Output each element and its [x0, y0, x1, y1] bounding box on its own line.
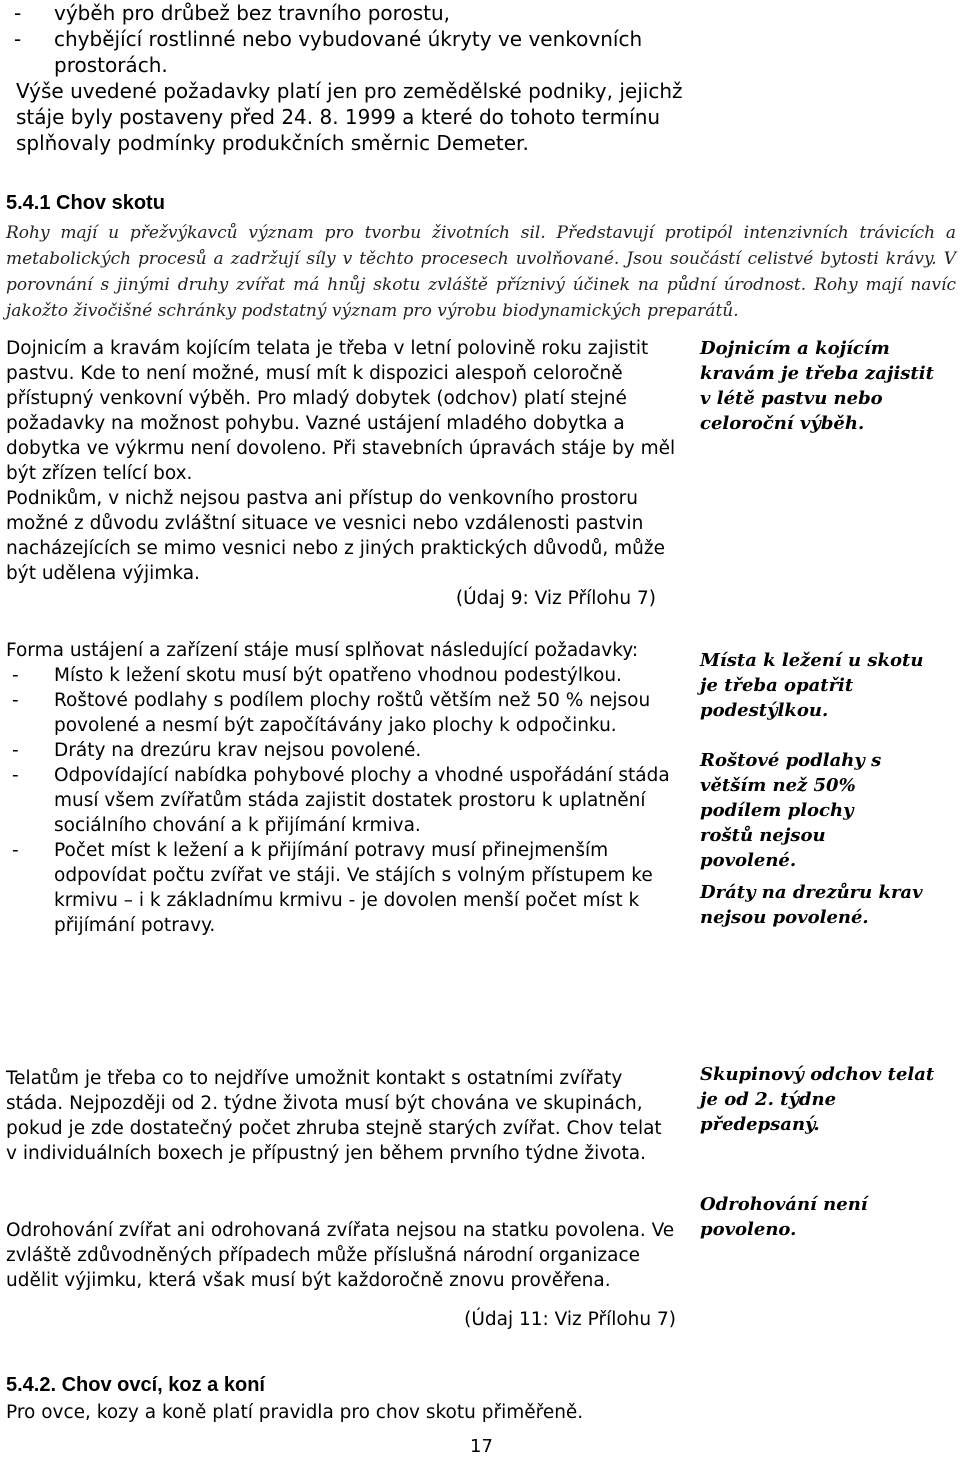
reference: (Údaj 11: Viz Přílohu 7): [464, 1309, 676, 1330]
list-item: - chybějící rostlinné nebo vybudované úkryty ve venkovních prostorách.: [14, 27, 643, 77]
paragraph: Pro ovce, kozy a koně platí pravidla pro chov skotu přiměřeně.: [6, 1402, 584, 1423]
section-heading: 5.4.2. Chov ovcí, koz a koní: [6, 1374, 265, 1396]
page-number: 17: [470, 1436, 493, 1457]
margin-note: Dojnicím a kojícím kravám je třeba zajistit v létě pastvu nebo celoroční výběh.: [700, 338, 934, 434]
list-item: - Roštové podlahy s podílem plochy roštů větším než 50 % nejsou povolené a nesmí být započítávány jako plochy k odpočinku.: [12, 690, 651, 736]
reference: (Údaj 9: Viz Přílohu 7): [455, 588, 656, 609]
list-item: - Dráty na drezúru krav nejsou povolené.: [12, 740, 422, 761]
paragraph: Telatům je třeba co to nejdříve umožnit kontakt s ostatními zvířaty stáda. Nejpozději od 2. týdne života musí být chována ve skupinách, pokud je zde dostatečný počet zhruba stejně starých zvířat. Chov telat v individuálních boxech je přípustný jen během prvního týdne života.: [6, 1068, 662, 1164]
margin-note: Roštové podlahy s větším než 50% podílem plochy roštů nejsou povolené.: [700, 750, 882, 871]
paragraph-block-3: [6, 1066, 676, 1166]
paragraph-block-2: [6, 638, 676, 938]
intro-paragraph: Rohy mají u přežvýkavců význam pro tvorbu životních sil. Představují protipól intenzivních trávicích a metabolických procesů a zadržují síly v těchto procesech uvolňované. Jsou součástí celistvé bytosti krávy. V porovnání s jinými druhy zvířat má hnůj skotu zvláště příznivý účinek na půdní úrodnost. Rohy mají navíc jakožto živočišné schránky podstatný význam pro výrobu biodynamických preparátů.: [6, 223, 956, 321]
margin-note: Skupinový odchov telat je od 2. týdne předepsaný.: [700, 1064, 935, 1135]
paragraph: Odrohování zvířat ani odrohovaná zvířata nejsou na statku povolena. Ve zvláště zdůvodněných případech může příslušná národní organizace udělit výjimku, která však musí být každoročně znovu prověřena.: [6, 1220, 675, 1291]
top-continuation: [6, 0, 686, 156]
paragraph: Podnikům, v nichž nejsou pastva ani přístup do venkovního prostoru možné z důvodu zvláštní situace ve vesnici nebo vzdálenosti pastvin nacházejících se mimo vesnici nebo z jiných praktických důvodů, může být udělena výjimka.: [6, 488, 665, 584]
paragraph: Dojnicím a kravám kojícím telata je třeba v letní polovině roku zajistit pastvu. Kde to není možné, musí mít k dispozici alespoň celoročně přístupný venkovní výběh. Pro mladý dobytek (odchov) platí stejné požadavky na možnost pohybu. Vazné ustájení mladého dobytka a dobytka ve výkrmu není dovoleno. Při stavebních úpravách stáje by měl být zřízen telící box.: [6, 338, 676, 484]
list-item: - Odpovídající nabídka pohybové plochy a vhodné uspořádání stáda musí všem zvířatům stáda zajistit dostatek prostoru k uplatnění sociálního chování a k přijímání krmiva.: [12, 765, 670, 836]
margin-note: Dráty na drezůru krav nejsou povolené.: [700, 882, 923, 928]
section-heading: 5.4.1 Chov skotu: [6, 192, 165, 214]
list-item: - Místo k ležení skotu musí být opatřeno vhodnou podestýlkou.: [12, 665, 622, 686]
paragraph-block-1: [6, 336, 676, 611]
list-item: - výběh pro drůbež bez travního porostu,: [14, 1, 450, 25]
list-item: - Počet míst k ležení a k přijímání potravy musí přinejmenším odpovídat počtu zvířat ve stáji. Ve stájích s volným přístupem ke krmivu – i k základnímu krmivu - je dovolen menší počet míst k přijímání potravy.: [12, 840, 653, 936]
margin-note: Odrohování není povoleno.: [700, 1194, 868, 1240]
paragraph: Výše uvedené požadavky platí jen pro zemědělské podniky, jejichž stáje byly postaveny před 24. 8. 1999 a které do tohoto termínu splňovaly podmínky produkčních směrnic Demeter.: [16, 79, 683, 155]
paragraph-block-4: [6, 1218, 676, 1332]
paragraph: Forma ustájení a zařízení stáje musí splňovat následující požadavky:: [6, 640, 639, 661]
margin-note: Místa k ležení u skotu je třeba opatřit podestýlkou.: [700, 650, 924, 721]
